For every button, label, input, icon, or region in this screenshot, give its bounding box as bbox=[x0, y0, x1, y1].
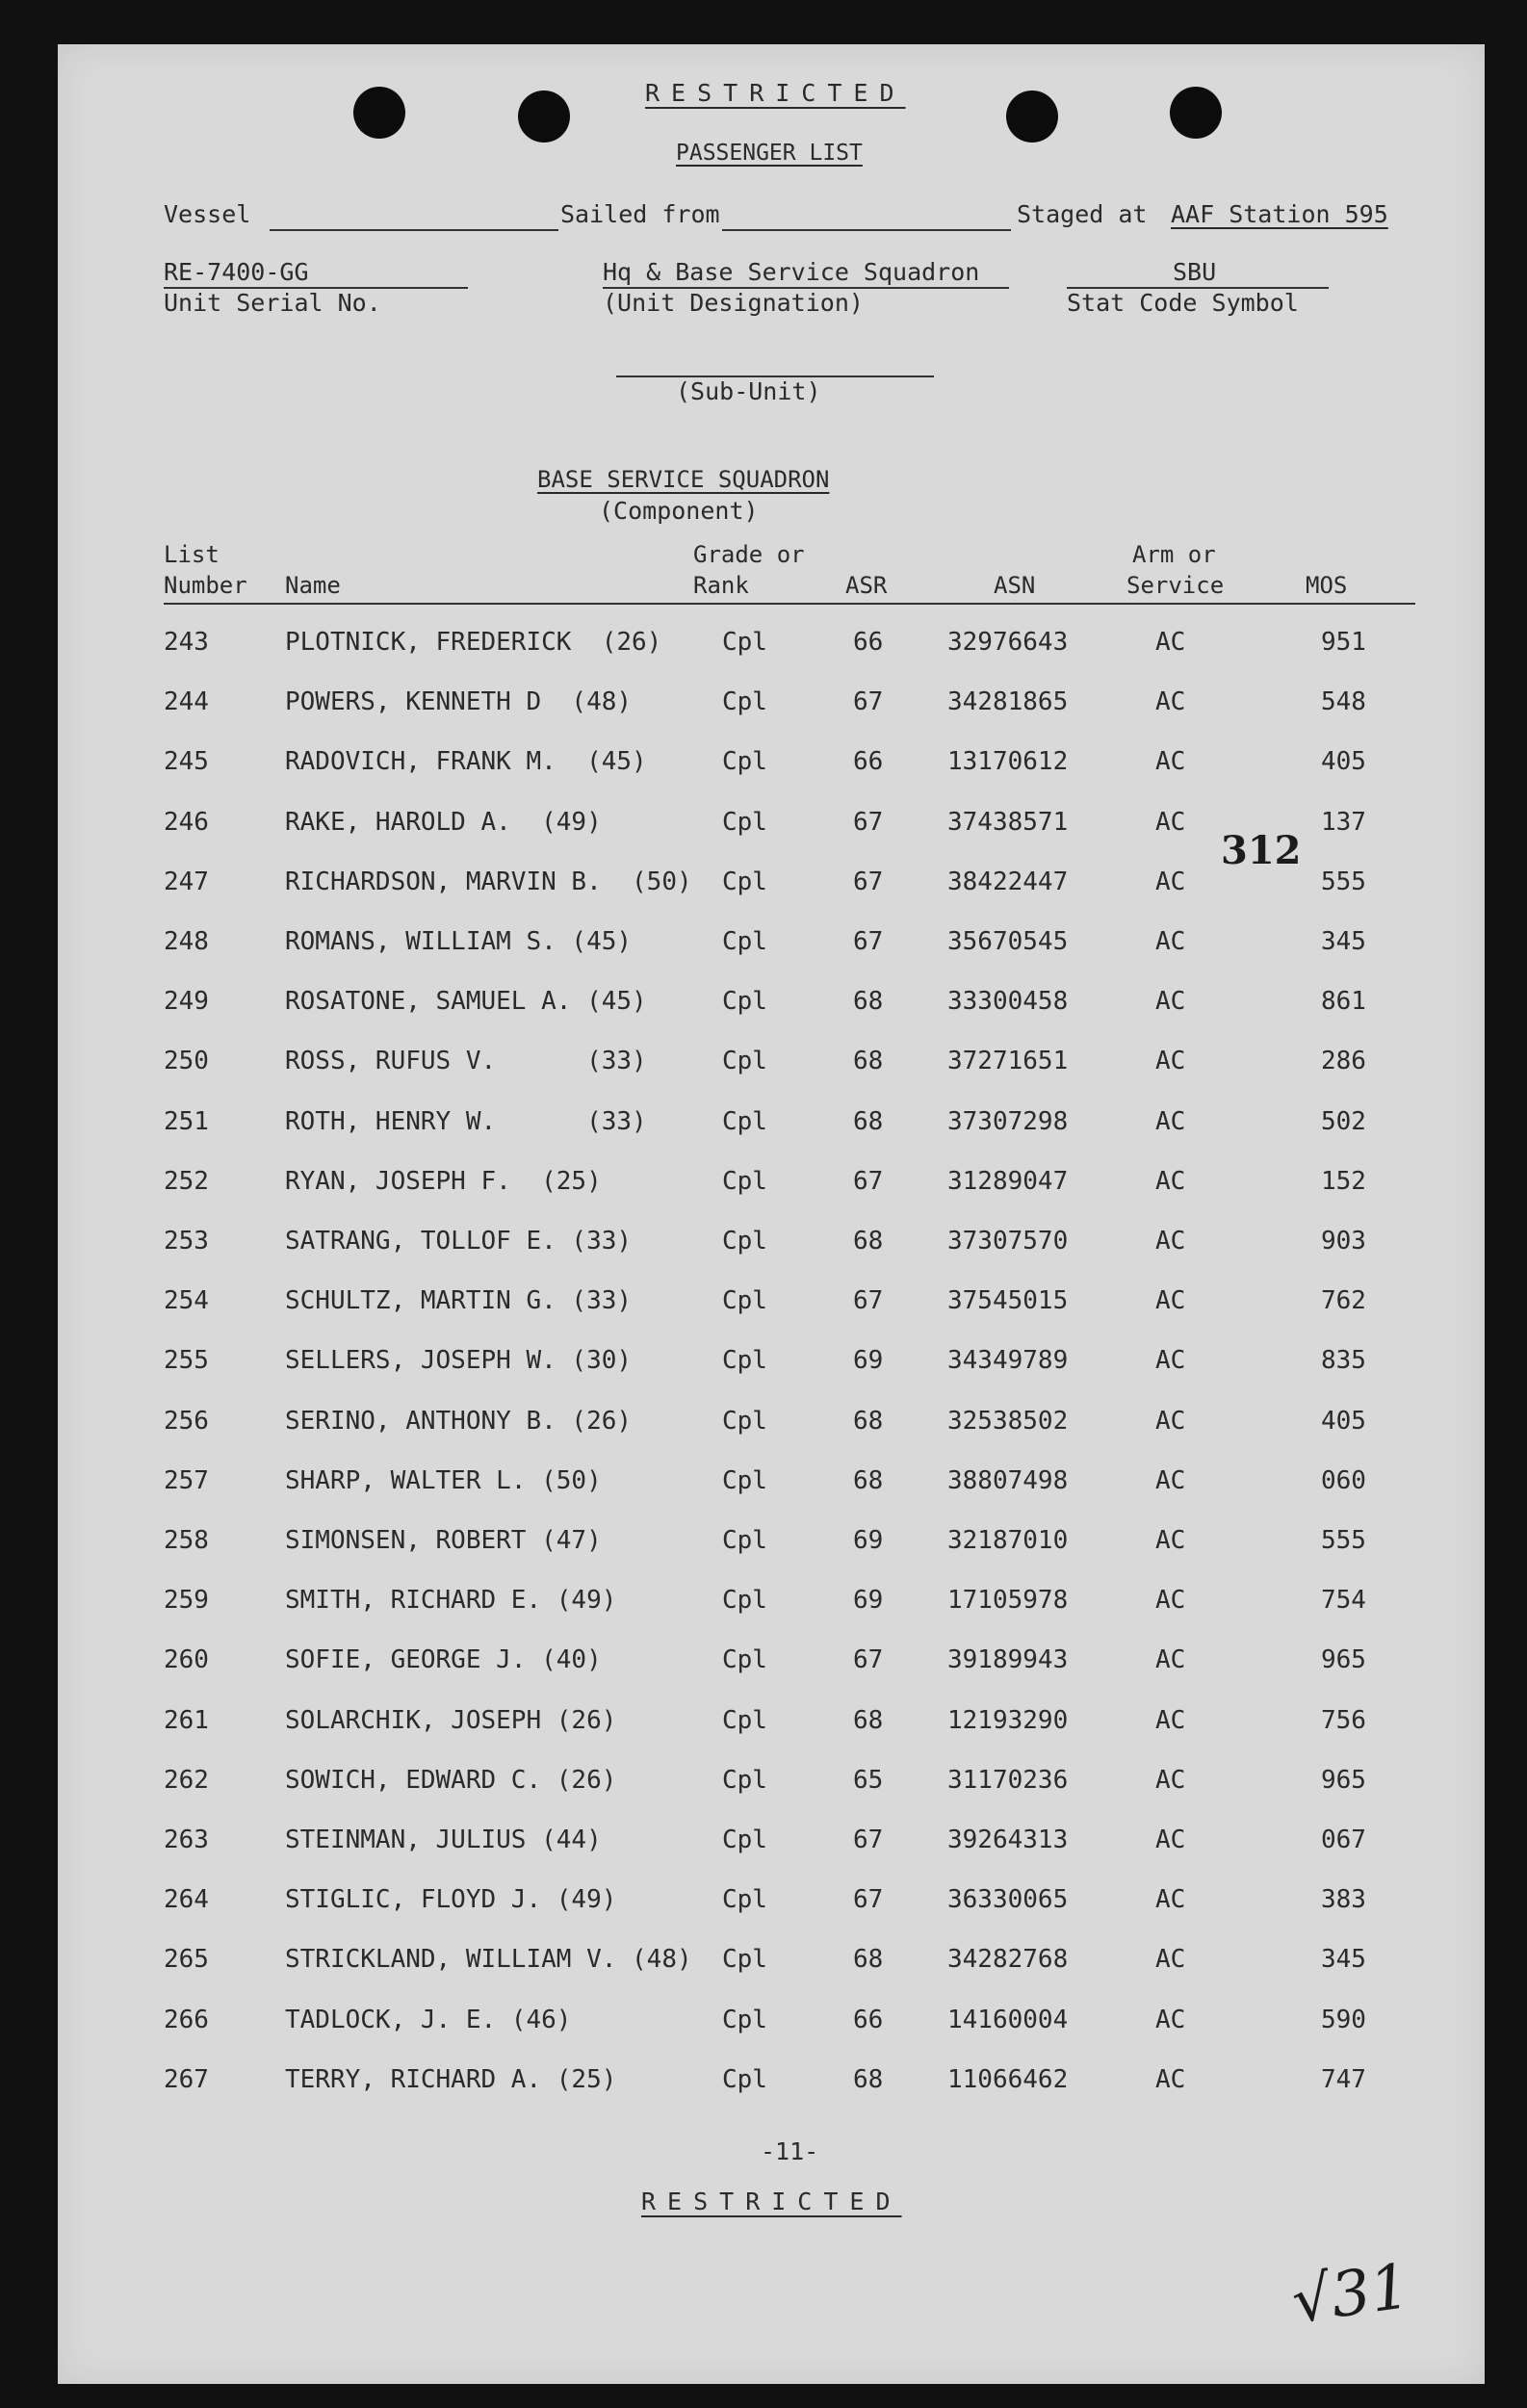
table-row bbox=[58, 1825, 1485, 1864]
passenger-name: TADLOCK, J. E. (46) bbox=[285, 2005, 572, 2034]
arm-service: AC bbox=[1155, 747, 1186, 777]
grade-rank: Cpl bbox=[722, 1286, 767, 1316]
arm-service: AC bbox=[1155, 1227, 1186, 1256]
asn-value: 37438571 bbox=[947, 807, 1069, 837]
col-header-arm-service: Arm or Service bbox=[1126, 541, 1225, 599]
grade-rank: Cpl bbox=[722, 2005, 767, 2034]
list-number: 259 bbox=[164, 1586, 209, 1616]
asr-value: 68 bbox=[853, 1465, 884, 1495]
list-number: 257 bbox=[164, 1465, 209, 1495]
asn-value: 32187010 bbox=[947, 1526, 1069, 1555]
passenger-name: STEINMAN, JULIUS (44) bbox=[285, 1825, 602, 1854]
arm-service: AC bbox=[1155, 1346, 1186, 1376]
grade-rank: Cpl bbox=[722, 1346, 767, 1376]
passenger-name: SELLERS, JOSEPH W. (30) bbox=[285, 1346, 633, 1376]
asr-value: 66 bbox=[853, 628, 884, 657]
list-number: 263 bbox=[164, 1825, 209, 1854]
sailed-from-blank bbox=[722, 229, 1011, 231]
mos-code: 555 bbox=[1321, 867, 1366, 896]
grade-rank: Cpl bbox=[722, 1526, 767, 1555]
passenger-name: RICHARDSON, MARVIN B. (50) bbox=[285, 867, 692, 896]
grade-rank: Cpl bbox=[722, 1586, 767, 1616]
grade-rank: Cpl bbox=[722, 747, 767, 777]
asr-value: 68 bbox=[853, 987, 884, 1017]
grade-rank: Cpl bbox=[722, 927, 767, 956]
asr-value: 67 bbox=[853, 687, 884, 717]
asr-value: 68 bbox=[853, 1047, 884, 1076]
passenger-name: PLOTNICK, FREDERICK (26) bbox=[285, 628, 662, 657]
asn-value: 37307570 bbox=[947, 1227, 1069, 1256]
asr-value: 67 bbox=[853, 1885, 884, 1915]
staged-at-label: Staged at bbox=[1017, 200, 1148, 228]
list-number: 248 bbox=[164, 927, 209, 956]
list-number: 250 bbox=[164, 1047, 209, 1076]
arm-service: AC bbox=[1155, 1406, 1186, 1436]
asn-value: 39189943 bbox=[947, 1645, 1069, 1675]
asr-value: 68 bbox=[853, 1705, 884, 1735]
punch-hole bbox=[1006, 91, 1058, 142]
asr-value: 67 bbox=[853, 867, 884, 896]
passenger-name: POWERS, KENNETH D (48) bbox=[285, 687, 633, 717]
passenger-name: STIGLIC, FLOYD J. (49) bbox=[285, 1885, 617, 1915]
passenger-name: TERRY, RICHARD A. (25) bbox=[285, 2064, 617, 2094]
unit-designation-label: (Unit Designation) bbox=[603, 289, 864, 317]
asn-value: 35670545 bbox=[947, 927, 1069, 956]
asn-value: 32538502 bbox=[947, 1406, 1069, 1436]
arm-service: AC bbox=[1155, 1885, 1186, 1915]
list-number: 245 bbox=[164, 747, 209, 777]
asn-value: 39264313 bbox=[947, 1825, 1069, 1854]
arm-service: AC bbox=[1155, 1526, 1186, 1555]
mos-code: 345 bbox=[1321, 927, 1366, 956]
list-number: 247 bbox=[164, 867, 209, 896]
passenger-name: ROTH, HENRY W. (33) bbox=[285, 1106, 647, 1136]
asn-value: 34282768 bbox=[947, 1945, 1069, 1975]
list-number: 244 bbox=[164, 687, 209, 717]
arm-service: AC bbox=[1155, 867, 1186, 896]
asn-value: 11066462 bbox=[947, 2064, 1069, 2094]
list-number: 246 bbox=[164, 807, 209, 837]
grade-rank: Cpl bbox=[722, 987, 767, 1017]
mos-code: 965 bbox=[1321, 1765, 1366, 1795]
asn-value: 31289047 bbox=[947, 1166, 1069, 1196]
page-number: -11- bbox=[761, 2137, 819, 2165]
passenger-name: RYAN, JOSEPH F. (25) bbox=[285, 1166, 602, 1196]
col-header-list-number: List Number bbox=[164, 541, 247, 599]
list-number: 260 bbox=[164, 1645, 209, 1675]
mos-code: 405 bbox=[1321, 1406, 1366, 1436]
arm-service: AC bbox=[1155, 1705, 1186, 1735]
passenger-name: RADOVICH, FRANK M. (45) bbox=[285, 747, 647, 777]
asr-value: 67 bbox=[853, 1825, 884, 1854]
mos-code: 067 bbox=[1321, 1825, 1366, 1854]
mos-code: 756 bbox=[1321, 1705, 1366, 1735]
table-row bbox=[58, 2065, 1485, 2104]
asn-value: 17105978 bbox=[947, 1586, 1069, 1616]
stat-code-label: Stat Code Symbol bbox=[1067, 289, 1299, 317]
table-row bbox=[58, 1407, 1485, 1445]
asr-value: 68 bbox=[853, 1406, 884, 1436]
asr-value: 67 bbox=[853, 1286, 884, 1316]
mos-code: 762 bbox=[1321, 1286, 1366, 1316]
asr-value: 67 bbox=[853, 807, 884, 837]
mos-code: 965 bbox=[1321, 1645, 1366, 1675]
arm-service: AC bbox=[1155, 927, 1186, 956]
table-row bbox=[58, 747, 1485, 786]
document-page bbox=[58, 44, 1485, 2384]
mos-code: 590 bbox=[1321, 2005, 1366, 2034]
col-header-asr: ASR bbox=[845, 572, 888, 599]
asr-value: 67 bbox=[853, 1166, 884, 1196]
grade-rank: Cpl bbox=[722, 687, 767, 717]
list-number: 253 bbox=[164, 1227, 209, 1256]
asn-value: 12193290 bbox=[947, 1705, 1069, 1735]
asn-value: 37307298 bbox=[947, 1106, 1069, 1136]
table-row bbox=[58, 628, 1485, 666]
arm-service: AC bbox=[1155, 807, 1186, 837]
grade-rank: Cpl bbox=[722, 1765, 767, 1795]
passenger-name: SIMONSEN, ROBERT (47) bbox=[285, 1526, 602, 1555]
mos-code: 747 bbox=[1321, 2064, 1366, 2094]
passenger-name: SMITH, RICHARD E. (49) bbox=[285, 1586, 617, 1616]
passenger-name: SATRANG, TOLLOF E. (33) bbox=[285, 1227, 633, 1256]
mos-code: 152 bbox=[1321, 1166, 1366, 1196]
arm-service: AC bbox=[1155, 1765, 1186, 1795]
sailed-from-label: Sailed from bbox=[560, 200, 720, 228]
mos-code: 548 bbox=[1321, 687, 1366, 717]
passenger-name: ROSS, RUFUS V. (33) bbox=[285, 1047, 647, 1076]
list-number: 243 bbox=[164, 628, 209, 657]
arm-service: AC bbox=[1155, 1586, 1186, 1616]
grade-rank: Cpl bbox=[722, 1645, 767, 1675]
asr-value: 68 bbox=[853, 1227, 884, 1256]
handwritten-mark: √31 bbox=[1287, 2250, 1414, 2339]
table-row bbox=[58, 1766, 1485, 1804]
arm-service: AC bbox=[1155, 1166, 1186, 1196]
table-row bbox=[58, 2006, 1485, 2044]
asn-value: 38422447 bbox=[947, 867, 1069, 896]
list-number: 267 bbox=[164, 2064, 209, 2094]
mos-code: 383 bbox=[1321, 1885, 1366, 1915]
punch-hole bbox=[1170, 87, 1222, 139]
page-stamp-number: 312 bbox=[1221, 828, 1302, 873]
list-number: 258 bbox=[164, 1526, 209, 1555]
arm-service: AC bbox=[1155, 1286, 1186, 1316]
list-number: 251 bbox=[164, 1106, 209, 1136]
grade-rank: Cpl bbox=[722, 807, 767, 837]
table-row bbox=[58, 1167, 1485, 1205]
component-value: BASE SERVICE SQUADRON bbox=[537, 466, 830, 493]
arm-service: AC bbox=[1155, 987, 1186, 1017]
asn-value: 36330065 bbox=[947, 1885, 1069, 1915]
table-row bbox=[58, 1526, 1485, 1565]
mos-code: 754 bbox=[1321, 1586, 1366, 1616]
passenger-name: SOWICH, EDWARD C. (26) bbox=[285, 1765, 617, 1795]
asn-value: 34281865 bbox=[947, 687, 1069, 717]
mos-code: 137 bbox=[1321, 807, 1366, 837]
grade-rank: Cpl bbox=[722, 1166, 767, 1196]
classification-footer: RESTRICTED bbox=[641, 2188, 902, 2215]
asr-value: 69 bbox=[853, 1526, 884, 1555]
grade-rank: Cpl bbox=[722, 867, 767, 896]
table-row bbox=[58, 987, 1485, 1025]
arm-service: AC bbox=[1155, 2064, 1186, 2094]
mos-code: 951 bbox=[1321, 628, 1366, 657]
asn-value: 32976643 bbox=[947, 628, 1069, 657]
grade-rank: Cpl bbox=[722, 1945, 767, 1975]
passenger-name: ROMANS, WILLIAM S. (45) bbox=[285, 927, 633, 956]
asr-value: 66 bbox=[853, 2005, 884, 2034]
asn-value: 38807498 bbox=[947, 1465, 1069, 1495]
table-row bbox=[58, 1286, 1485, 1325]
col-header-mos: MOS bbox=[1306, 572, 1348, 599]
passenger-name: SERINO, ANTHONY B. (26) bbox=[285, 1406, 633, 1436]
unit-designation-value: Hq & Base Service Squadron bbox=[603, 258, 980, 286]
asr-value: 69 bbox=[853, 1346, 884, 1376]
header-rule bbox=[164, 603, 1415, 605]
passenger-name: SHARP, WALTER L. (50) bbox=[285, 1465, 602, 1495]
col-header-name: Name bbox=[285, 572, 341, 599]
arm-service: AC bbox=[1155, 1945, 1186, 1975]
arm-service: AC bbox=[1155, 1047, 1186, 1076]
list-number: 261 bbox=[164, 1705, 209, 1735]
unit-serial-label: Unit Serial No. bbox=[164, 289, 381, 317]
asr-value: 66 bbox=[853, 747, 884, 777]
grade-rank: Cpl bbox=[722, 1705, 767, 1735]
component-label: (Component) bbox=[599, 497, 759, 525]
table-row bbox=[58, 927, 1485, 966]
col-header-grade: Grade or Rank bbox=[693, 541, 805, 599]
asn-value: 37545015 bbox=[947, 1286, 1069, 1316]
unit-serial-value: RE-7400-GG bbox=[164, 258, 309, 286]
arm-service: AC bbox=[1155, 687, 1186, 717]
grade-rank: Cpl bbox=[722, 1106, 767, 1136]
table-row bbox=[58, 1107, 1485, 1146]
punch-hole bbox=[353, 87, 405, 139]
asr-value: 67 bbox=[853, 1645, 884, 1675]
list-number: 265 bbox=[164, 1945, 209, 1975]
list-number: 262 bbox=[164, 1765, 209, 1795]
table-row bbox=[58, 1047, 1485, 1085]
passenger-name: SCHULTZ, MARTIN G. (33) bbox=[285, 1286, 633, 1316]
asn-value: 33300458 bbox=[947, 987, 1069, 1017]
arm-service: AC bbox=[1155, 1645, 1186, 1675]
grade-rank: Cpl bbox=[722, 1825, 767, 1854]
vessel-blank bbox=[270, 229, 558, 231]
list-number: 255 bbox=[164, 1346, 209, 1376]
vessel-label: Vessel bbox=[164, 200, 251, 228]
staged-at-value: AAF Station 595 bbox=[1171, 200, 1388, 228]
asn-value: 13170612 bbox=[947, 747, 1069, 777]
table-row bbox=[58, 687, 1485, 726]
table-row bbox=[58, 1346, 1485, 1385]
list-number: 256 bbox=[164, 1406, 209, 1436]
asn-value: 34349789 bbox=[947, 1346, 1069, 1376]
asn-value: 37271651 bbox=[947, 1047, 1069, 1076]
passenger-name: STRICKLAND, WILLIAM V. (48) bbox=[285, 1945, 692, 1975]
list-number: 249 bbox=[164, 987, 209, 1017]
asr-value: 68 bbox=[853, 2064, 884, 2094]
mos-code: 861 bbox=[1321, 987, 1366, 1017]
asn-value: 31170236 bbox=[947, 1765, 1069, 1795]
mos-code: 286 bbox=[1321, 1047, 1366, 1076]
arm-service: AC bbox=[1155, 2005, 1186, 2034]
passenger-name: ROSATONE, SAMUEL A. (45) bbox=[285, 987, 647, 1017]
arm-service: AC bbox=[1155, 1106, 1186, 1136]
grade-rank: Cpl bbox=[722, 2064, 767, 2094]
classification-header: RESTRICTED bbox=[645, 79, 906, 107]
asr-value: 65 bbox=[853, 1765, 884, 1795]
passenger-name: SOFIE, GEORGE J. (40) bbox=[285, 1645, 602, 1675]
passenger-name: SOLARCHIK, JOSEPH (26) bbox=[285, 1705, 617, 1735]
table-row bbox=[58, 1885, 1485, 1924]
list-number: 252 bbox=[164, 1166, 209, 1196]
list-number: 264 bbox=[164, 1885, 209, 1915]
stat-code-value: SBU bbox=[1173, 258, 1217, 286]
punch-hole bbox=[518, 91, 570, 142]
asr-value: 67 bbox=[853, 927, 884, 956]
mos-code: 060 bbox=[1321, 1465, 1366, 1495]
asr-value: 69 bbox=[853, 1586, 884, 1616]
arm-service: AC bbox=[1155, 1825, 1186, 1854]
arm-service: AC bbox=[1155, 1465, 1186, 1495]
mos-code: 345 bbox=[1321, 1945, 1366, 1975]
mos-code: 555 bbox=[1321, 1526, 1366, 1555]
table-row bbox=[58, 1466, 1485, 1505]
table-row bbox=[58, 1945, 1485, 1983]
mos-code: 903 bbox=[1321, 1227, 1366, 1256]
table-row bbox=[58, 1706, 1485, 1745]
asr-value: 68 bbox=[853, 1106, 884, 1136]
grade-rank: Cpl bbox=[722, 1227, 767, 1256]
list-number: 254 bbox=[164, 1286, 209, 1316]
grade-rank: Cpl bbox=[722, 1406, 767, 1436]
asr-value: 68 bbox=[853, 1945, 884, 1975]
passenger-name: RAKE, HAROLD A. (49) bbox=[285, 807, 602, 837]
table-row bbox=[58, 1645, 1485, 1684]
mos-code: 835 bbox=[1321, 1346, 1366, 1376]
grade-rank: Cpl bbox=[722, 1047, 767, 1076]
table-row bbox=[58, 1586, 1485, 1624]
mos-code: 502 bbox=[1321, 1106, 1366, 1136]
grade-rank: Cpl bbox=[722, 628, 767, 657]
grade-rank: Cpl bbox=[722, 1465, 767, 1495]
page-title: PASSENGER LIST bbox=[676, 141, 863, 166]
table-row bbox=[58, 1227, 1485, 1265]
col-header-asn: ASN bbox=[994, 572, 1036, 599]
asn-value: 14160004 bbox=[947, 2005, 1069, 2034]
arm-service: AC bbox=[1155, 628, 1186, 657]
grade-rank: Cpl bbox=[722, 1885, 767, 1915]
sub-unit-label: (Sub-Unit) bbox=[676, 377, 821, 405]
mos-code: 405 bbox=[1321, 747, 1366, 777]
list-number: 266 bbox=[164, 2005, 209, 2034]
